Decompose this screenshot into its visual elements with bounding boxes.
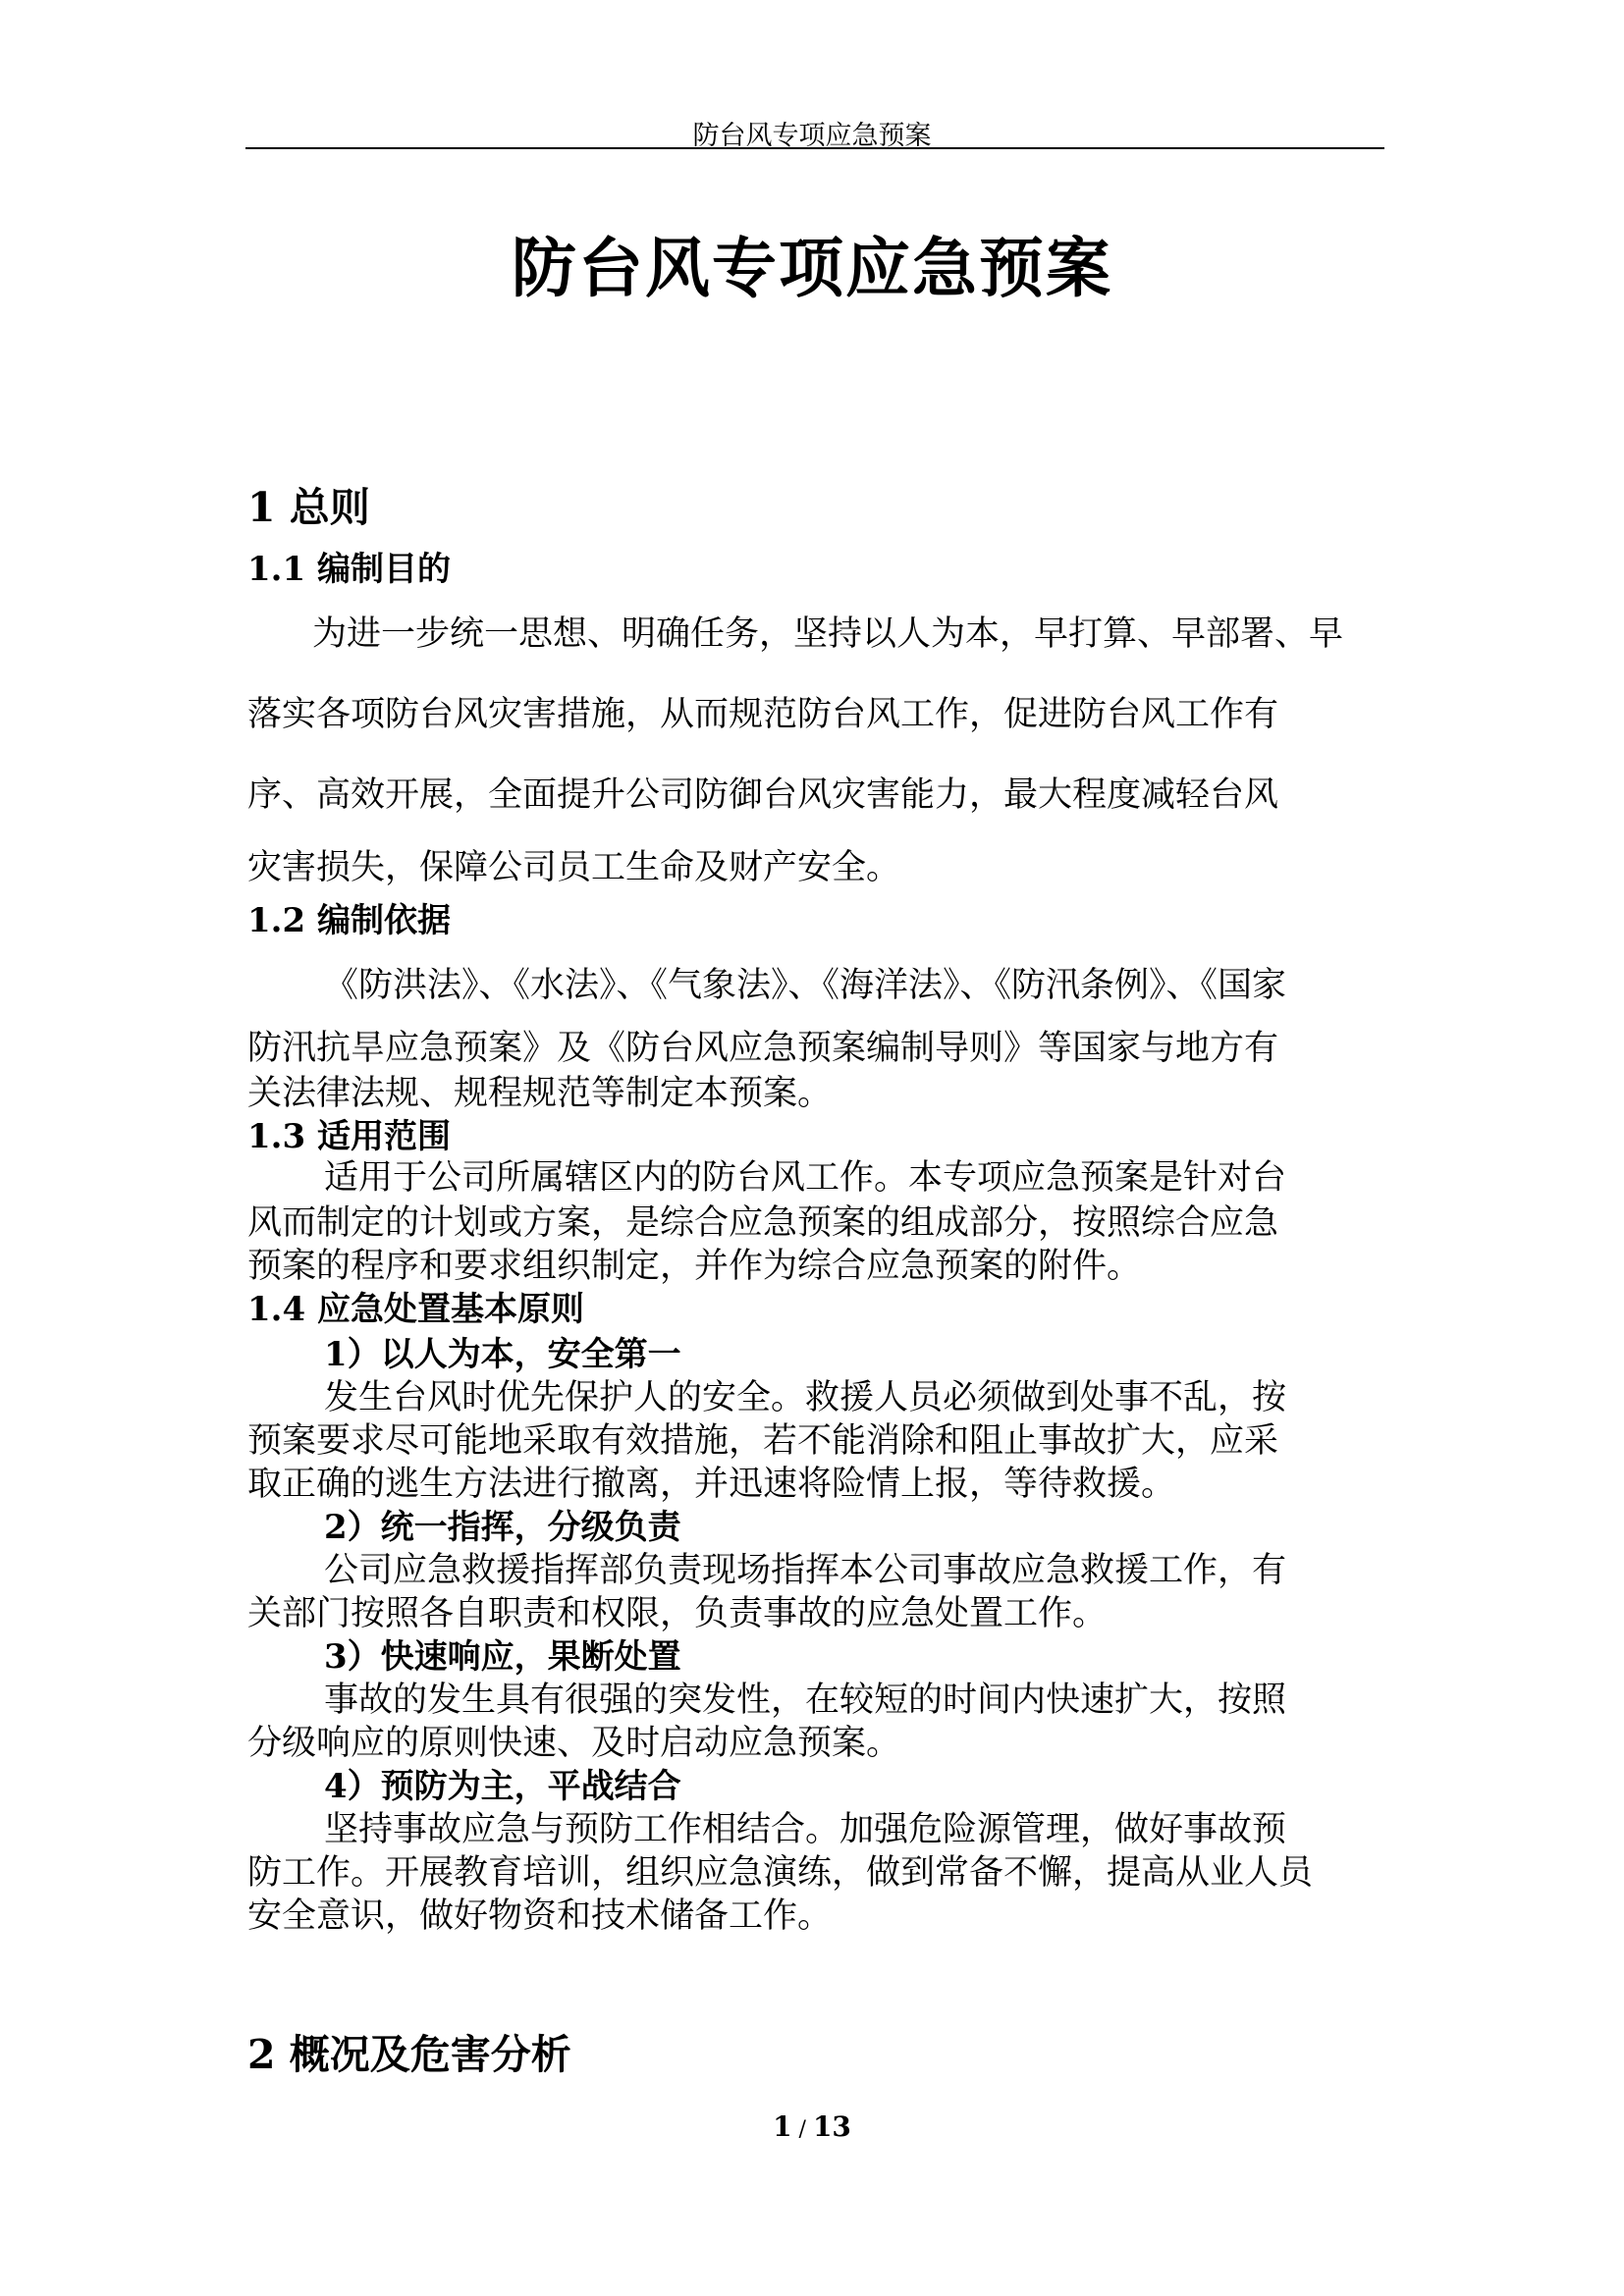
section-1-2-heading: 1.2 编制依据	[247, 901, 451, 940]
principle-title: 4）预防为主，平战结合	[324, 1767, 681, 1806]
page-separator: /	[791, 2117, 813, 2142]
paragraph-line: 分级响应的原则快速、及时启动应急预案。	[247, 1724, 901, 1763]
paragraph-line: 坚持事故应急与预防工作相结合。加强危险源管理，做好事故预	[324, 1810, 1287, 1849]
running-header: 防台风专项应急预案	[692, 121, 932, 151]
section-1-heading: 1 总则	[247, 484, 370, 531]
principle-title: 2）统一指挥，分级负责	[324, 1508, 681, 1547]
paragraph-line: 风而制定的计划或方案，是综合应急预案的组成部分，按照综合应急	[247, 1203, 1279, 1243]
section-2-heading: 2 概况及危害分析	[247, 2031, 571, 2078]
paragraph-line: 灾害损失，保障公司员工生命及财产安全。	[247, 848, 901, 887]
section-1-3-heading: 1.3 适用范围	[247, 1117, 451, 1156]
paragraph-line: 为进一步统一思想、明确任务，坚持以人为本，早打算、早部署、早	[312, 614, 1344, 654]
document-title: 防台风专项应急预案	[512, 230, 1112, 306]
paragraph-line: 适用于公司所属辖区内的防台风工作。本专项应急预案是针对台	[324, 1158, 1287, 1198]
section-1-4-heading: 1.4 应急处置基本原则	[247, 1290, 584, 1329]
paragraph-line: 安全意识，做好物资和技术储备工作。	[247, 1896, 833, 1936]
principle-title: 3）快速响应，果断处置	[324, 1637, 681, 1677]
paragraph-line: 发生台风时优先保护人的安全。救援人员必须做到处事不乱，按	[324, 1378, 1287, 1417]
page-total: 13	[812, 2110, 851, 2143]
page-number	[0, 2110, 1624, 2143]
principle-title: 1）以人为本，安全第一	[324, 1335, 681, 1374]
paragraph-line: 取正确的逃生方法进行撤离，并迅速将险情上报，等待救援。	[247, 1465, 1176, 1504]
header-rule	[245, 147, 1384, 149]
paragraph-line: 序、高效开展，全面提升公司防御台风灾害能力，最大程度减轻台风	[247, 775, 1279, 815]
paragraph-line: 事故的发生具有很强的突发性，在较短的时间内快速扩大，按照	[324, 1681, 1287, 1720]
section-1-1-heading: 1.1 编制目的	[247, 550, 451, 589]
paragraph-line: 预案的程序和要求组织制定，并作为综合应急预案的附件。	[247, 1247, 1142, 1286]
paragraph-line: 防工作。开展教育培训，组织应急演练，做到常备不懈，提高从业人员	[247, 1853, 1314, 1893]
paragraph-line: 公司应急救援指挥部负责现场指挥本公司事故应急救援工作，有	[324, 1551, 1287, 1590]
page-current: 1	[773, 2110, 792, 2143]
paragraph-line: 关部门按照各自职责和权限，负责事故的应急处置工作。	[247, 1594, 1108, 1633]
paragraph-line: 关法律法规、规程规范等制定本预案。	[247, 1074, 833, 1113]
paragraph-line: 落实各项防台风灾害措施，从而规范防台风工作，促进防台风工作有	[247, 695, 1279, 734]
paragraph-line: 防汛抗旱应急预案》及《防台风应急预案编制导则》等国家与地方有	[247, 1029, 1279, 1068]
paragraph-line: 《防洪法》、《水法》、《气象法》、《海洋法》、《防汛条例》、《国家	[324, 966, 1287, 1005]
paragraph-line: 预案要求尽可能地采取有效措施，若不能消除和阻止事故扩大，应采	[247, 1421, 1279, 1461]
